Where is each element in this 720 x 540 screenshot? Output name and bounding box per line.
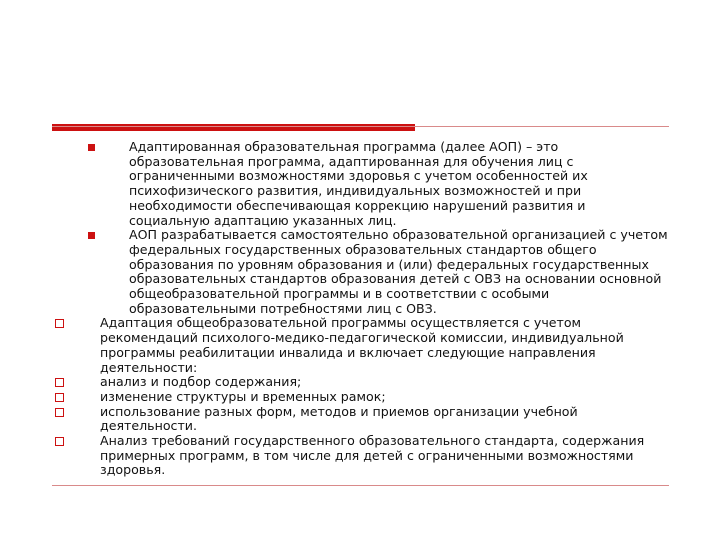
list-item [0,434,720,478]
list-item [0,316,720,375]
list-item [0,140,720,228]
outline-square-icon [55,437,64,446]
list-item [0,390,720,405]
list-item-text: Анализ требований государственного образовательного стандарта, содержания примерных программ, в том числе для детей с ограниченными возможностями здоровья. [100,433,645,478]
list-item-text: Адаптация общеобразовательной программы осуществляется с учетом рекомендаций психолого-медико-педагогической комиссии, индивидуальной программы реабилитации инвалида и включает следующие направления деятельности: [100,315,624,375]
filled-square-icon [88,144,95,151]
list-item [0,405,720,434]
list-item-text: анализ и подбор содержания; [100,374,302,390]
list-item [0,375,720,390]
outline-square-icon [55,408,64,417]
filled-square-icon [88,232,95,239]
bottom-rule [52,485,669,486]
slide-body [0,140,720,478]
list-item-text: использование разных форм, методов и приемов организации учебной деятельности. [100,403,578,434]
list-item [0,228,720,316]
outline-square-icon [55,393,64,402]
list-item-text: Адаптированная образовательная программа (далее АОП) – это образовательная программа, адаптированная для обучения лиц с ограниченными возможностями здоровья с учетом особенностей их психофизического развития, индивидуальных возможностей и при необходимости обеспечивающая коррекцию нарушений развития и социальную адаптацию указанных лиц. [129,139,588,228]
top-rule [52,126,669,127]
outline-square-icon [55,319,64,328]
list-item-text: АОП разрабатывается самостоятельно образовательной организацией с учетом федеральных государственных образовательных стандартов общего образования по уровням образования и (или) федеральных государственных образовательных стандартов образования детей с ОВЗ на основании основной общеобразовательной программы и в соответствии с особыми образовательными потребностями лиц с ОВЗ. [129,227,668,316]
outline-square-icon [55,378,64,387]
list-item-text: изменение структуры и временных рамок; [100,388,386,404]
